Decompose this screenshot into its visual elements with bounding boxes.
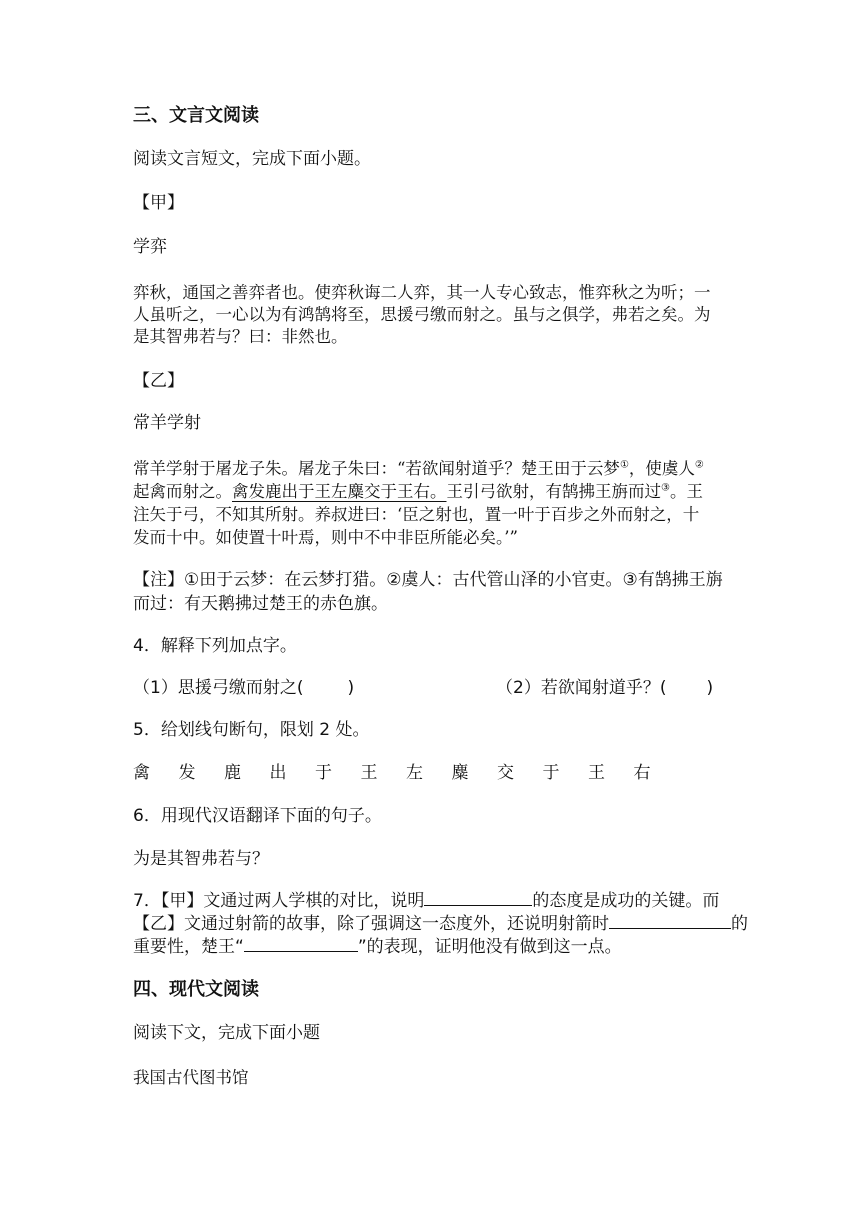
section-3-title: 三、文言文阅读 [133,105,259,126]
text-b-line-2-a: 起禽而射之。 [133,482,232,501]
question-6-sentence: 为是其智弗若与？ [133,849,269,869]
question-6-prompt: 6．用现代汉语翻译下面的句子。 [133,806,382,826]
question-7-line-2 [133,912,748,936]
footnote-mark-3: ③ [661,482,670,494]
text-a-line-1: 弈秋，通国之善弈者也。使弈秋诲二人弈，其一人专心致志，惟弈秋之为听；一 [133,283,711,302]
char-5: 于 [315,763,332,783]
article-title: 我国古代图书馆 [133,1068,249,1087]
char-6: 王 [360,763,378,783]
char-9: 交 [497,763,514,783]
note-line-2: 而过：有天鹅拂过楚王的赤色旗。 [133,594,388,614]
char-10: 于 [542,763,560,783]
text-a-line-3: 是其智弗若与？曰：非然也。 [133,327,348,346]
question-4-item-1-close: ) [347,678,355,698]
question-4-item-1-text: （1）思援弓缴而射之( [133,678,304,698]
answer-blank-7-2[interactable] [609,912,731,929]
text-a-label: 【甲】 [133,193,184,213]
answer-blank-7-1[interactable] [424,889,532,906]
char-3: 鹿 [224,763,241,783]
text-b-line-2 [133,480,703,504]
text-b-line-3: 注矢于弓，不知其所射。养叔进曰：‘臣之射也，置一叶于百步之外而射之，十 [133,505,700,524]
question-4-prompt: 4．解释下列加点字。 [133,636,297,656]
text-b-line-4: 发而十中。如使置十叶焉，则中不中非臣所能必矣。’” [133,528,518,547]
text-b-title: 常羊学射 [133,413,201,433]
question-7-line-3 [133,935,622,959]
question-7-part-6: ”的表现，证明他没有做到这一点。 [357,937,622,957]
text-b-line-1 [133,457,704,481]
text-b-line-2-b: 王引弓欲射，有鹄拂王旃而过 [446,482,661,501]
text-b-line-1-a: 常羊学射于屠龙子朱。屠龙子朱曰：“若欲闻射道乎？楚王田于云梦 [133,459,620,478]
question-5-characters [133,761,679,785]
question-5-prompt: 5．给划线句断句，限划 2 处。 [133,720,370,740]
char-2: 发 [178,763,196,783]
text-b-label: 【乙】 [133,371,184,391]
char-11: 王 [588,763,605,783]
char-12: 右 [633,763,651,783]
question-4-item-2 [496,676,713,700]
question-7-part-3: 【乙】文通过射箭的故事，除了强调这一态度外，还说明射箭时 [133,914,609,934]
question-4-item-2-text: （2）若欲闻射道乎？( [496,678,667,698]
underlined-sentence: 禽发鹿出于王左麋交于王右。 [232,482,447,501]
text-a-line-2: 人虽听之，一心以为有鸿鹄将至，思援弓缴而射之。虽与之俱学，弗若之矣。为 [133,305,711,324]
text-a-title: 学弈 [133,237,167,257]
section-4-title: 四、现代文阅读 [133,979,259,1000]
question-4-item-2-close: ) [706,678,714,698]
char-1: 禽 [133,763,150,783]
footnote-mark-2: ② [694,459,704,471]
question-7-part-2: 的态度是成功的关键。而 [532,891,720,911]
char-7: 左 [406,763,423,783]
question-7-line-1 [133,889,719,913]
char-4: 出 [269,763,287,783]
question-7-part-4: 的 [731,914,748,934]
answer-blank-7-3[interactable] [244,935,358,952]
section-4-instruction: 阅读下文，完成下面小题 [133,1023,320,1043]
footnote-mark-1: ① [619,459,629,471]
note-line-1: 【注】①田于云梦：在云梦打猎。②虞人：古代管山泽的小官吏。③有鹄拂王旃 [133,570,723,590]
text-b-line-2-c: 。王 [669,482,703,501]
char-8: 麋 [451,763,469,783]
text-b-line-1-b: ，使虞人 [628,459,695,478]
question-7-part-5: 重要性，楚王“ [133,937,244,957]
question-7-part-1: 7．【甲】文通过两人学棋的对比，说明 [133,891,425,911]
section-3-instruction: 阅读文言短文，完成下面小题。 [133,149,371,169]
question-4-item-1 [133,676,354,700]
